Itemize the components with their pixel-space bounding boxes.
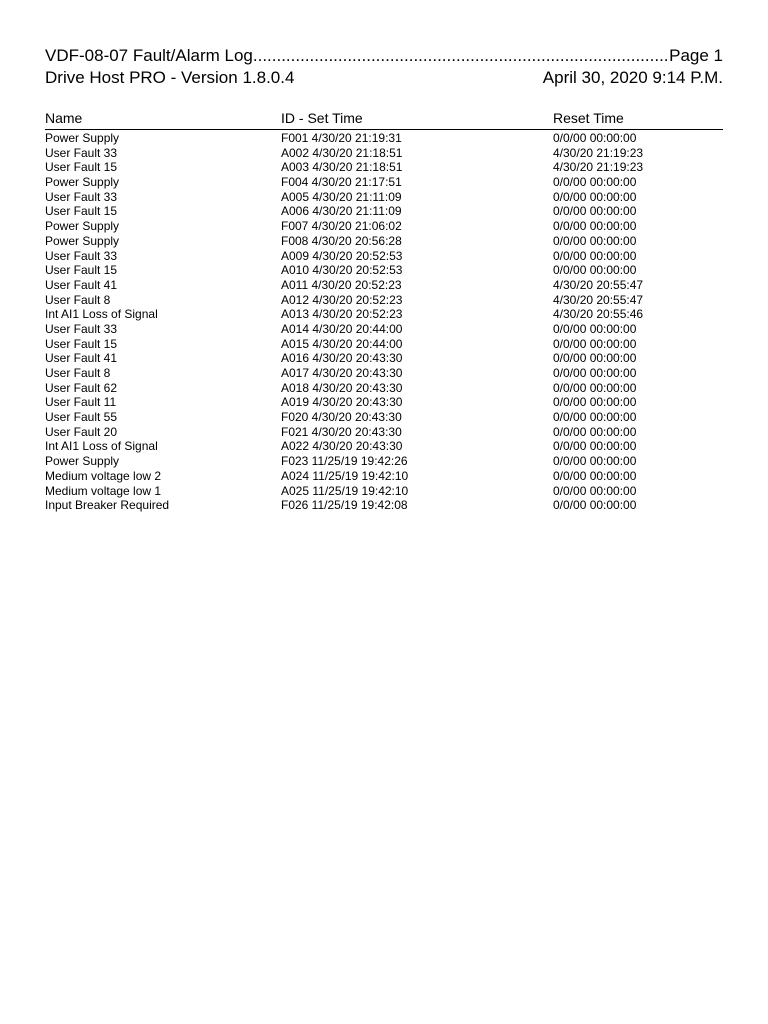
cell-name: User Fault 11 — [45, 395, 117, 410]
cell-name: Power Supply — [45, 233, 120, 248]
cell-id-set-time: F001 4/30/20 21:19:31 — [281, 131, 402, 145]
cell-id-set-time: A015 4/30/20 20:44:00 — [281, 336, 403, 351]
table-row — [45, 395, 723, 410]
cell-name: Medium voltage low 1 — [45, 483, 162, 498]
cell-reset-time: 0/0/00 00:00:00 — [553, 468, 637, 483]
cell-name: User Fault 15 — [45, 160, 118, 175]
cell-id-set-time: F020 4/30/20 20:43:30 — [281, 410, 402, 425]
column-header-name: Name — [45, 110, 83, 126]
cell-reset-time: 0/0/00 00:00:00 — [553, 380, 637, 395]
cell-name: User Fault 33 — [45, 145, 118, 160]
cell-name: Power Supply — [45, 219, 120, 234]
cell-id-set-time: F021 4/30/20 20:43:30 — [281, 424, 402, 439]
table-row — [45, 322, 723, 337]
cell-id-set-time: A025 11/25/19 19:42:10 — [281, 483, 409, 498]
table-row — [45, 190, 723, 205]
table-row — [45, 454, 723, 469]
cell-reset-time: 0/0/00 00:00:00 — [553, 321, 637, 336]
cell-name: User Fault 20 — [45, 424, 118, 439]
table-row — [45, 219, 723, 234]
cell-id-set-time: A012 4/30/20 20:52:23 — [281, 292, 403, 307]
cell-name: Power Supply — [45, 131, 120, 145]
table-row — [45, 381, 723, 396]
cell-reset-time: 4/30/20 20:55:47 — [553, 292, 644, 307]
cell-reset-time: 4/30/20 20:55:47 — [553, 277, 644, 292]
cell-name: User Fault 15 — [45, 204, 118, 219]
cell-id-set-time: F023 11/25/19 19:42:26 — [281, 454, 408, 469]
cell-id-set-time: A002 4/30/20 21:18:51 — [281, 145, 403, 160]
table-row — [45, 175, 723, 190]
column-header-reset-time: Reset Time — [553, 110, 624, 126]
cell-reset-time: 0/0/00 00:00:00 — [553, 189, 637, 204]
table-row — [45, 469, 723, 484]
leader-dots — [253, 45, 669, 67]
cell-id-set-time: A018 4/30/20 20:43:30 — [281, 380, 403, 395]
cell-id-set-time: A014 4/30/20 20:44:00 — [281, 321, 403, 336]
report-date: April 30, 2020 9:14 P.M. — [542, 68, 723, 87]
cell-reset-time: 0/0/00 00:00:00 — [553, 395, 637, 410]
cell-id-set-time: A013 4/30/20 20:52:23 — [281, 307, 403, 322]
table-row — [45, 498, 723, 513]
cell-name: Input Breaker Required — [45, 498, 170, 513]
cell-name: User Fault 15 — [45, 336, 118, 351]
table-header — [45, 109, 723, 130]
column-header-id-set-time: ID - Set Time — [281, 110, 363, 126]
report-title-line — [45, 45, 723, 67]
cell-id-set-time: F004 4/30/20 21:17:51 — [281, 175, 402, 190]
cell-reset-time: 0/0/00 00:00:00 — [553, 424, 637, 439]
table-row — [45, 351, 723, 366]
table-row — [45, 337, 723, 352]
table-row — [45, 293, 723, 308]
cell-reset-time: 0/0/00 00:00:00 — [553, 351, 637, 366]
cell-name: User Fault 55 — [45, 410, 118, 425]
cell-reset-time: 0/0/00 00:00:00 — [553, 439, 637, 454]
table-row — [45, 131, 723, 146]
cell-id-set-time: F008 4/30/20 20:56:28 — [281, 233, 402, 248]
cell-name: User Fault 8 — [45, 292, 111, 307]
cell-name: Int AI1 Loss of Signal — [45, 439, 158, 454]
cell-reset-time: 0/0/00 00:00:00 — [553, 336, 637, 351]
cell-id-set-time: A024 11/25/19 19:42:10 — [281, 468, 409, 483]
page-number: Page 1 — [669, 46, 723, 65]
cell-id-set-time: A010 4/30/20 20:52:53 — [281, 263, 403, 278]
cell-id-set-time: A003 4/30/20 21:18:51 — [281, 160, 403, 175]
cell-name: User Fault 8 — [45, 366, 111, 380]
table-row — [45, 249, 723, 264]
cell-id-set-time: A005 4/30/20 21:11:09 — [281, 189, 402, 204]
table-row — [45, 307, 723, 322]
table-row — [45, 439, 723, 454]
table-row — [45, 366, 723, 381]
cell-name: Int AI1 Loss of Signal — [45, 307, 158, 322]
cell-name: User Fault 62 — [45, 380, 118, 395]
cell-reset-time: 0/0/00 00:00:00 — [553, 248, 637, 263]
cell-id-set-time: F007 4/30/20 21:06:02 — [281, 219, 402, 234]
table-row — [45, 425, 723, 440]
cell-reset-time: 4/30/20 21:19:23 — [553, 160, 644, 175]
cell-reset-time: 4/30/20 21:19:23 — [553, 145, 644, 160]
table-row — [45, 278, 723, 293]
table-row — [45, 234, 723, 249]
cell-reset-time: 0/0/00 00:00:00 — [553, 498, 637, 513]
cell-name: Power Supply — [45, 175, 120, 190]
cell-id-set-time: F026 11/25/19 19:42:08 — [281, 498, 408, 513]
cell-id-set-time: A016 4/30/20 20:43:30 — [281, 351, 403, 366]
cell-name: User Fault 33 — [45, 189, 118, 204]
table-row — [45, 410, 723, 425]
report-subtitle-line — [45, 67, 723, 89]
cell-name: User Fault 33 — [45, 321, 118, 336]
cell-id-set-time: A019 4/30/20 20:43:30 — [281, 395, 403, 410]
cell-reset-time: 4/30/20 20:55:46 — [553, 307, 644, 322]
report-page — [45, 45, 723, 513]
cell-name: User Fault 41 — [45, 351, 118, 366]
cell-reset-time: 0/0/00 00:00:00 — [553, 410, 637, 425]
cell-id-set-time: A011 4/30/20 20:52:23 — [281, 277, 402, 292]
cell-id-set-time: A009 4/30/20 20:52:53 — [281, 248, 403, 263]
table-row — [45, 160, 723, 175]
cell-id-set-time: A017 4/30/20 20:43:30 — [281, 366, 403, 380]
report-title: VDF-08-07 Fault/Alarm Log — [45, 46, 253, 65]
cell-reset-time: 0/0/00 00:00:00 — [553, 219, 637, 234]
cell-reset-time: 0/0/00 00:00:00 — [553, 175, 637, 190]
software-version: Drive Host PRO - Version 1.8.0.4 — [45, 68, 295, 87]
cell-reset-time: 0/0/00 00:00:00 — [553, 483, 637, 498]
table-body — [45, 131, 723, 513]
table-row — [45, 484, 723, 499]
cell-name: User Fault 33 — [45, 248, 118, 263]
table-row — [45, 204, 723, 219]
cell-name: Power Supply — [45, 454, 120, 469]
cell-name: User Fault 41 — [45, 277, 118, 292]
cell-id-set-time: A006 4/30/20 21:11:09 — [281, 204, 402, 219]
table-row — [45, 146, 723, 161]
table-row — [45, 263, 723, 278]
cell-reset-time: 0/0/00 00:00:00 — [553, 454, 637, 469]
cell-name: User Fault 15 — [45, 263, 118, 278]
cell-reset-time: 0/0/00 00:00:00 — [553, 366, 637, 380]
cell-reset-time: 0/0/00 00:00:00 — [553, 131, 637, 145]
cell-name: Medium voltage low 2 — [45, 468, 162, 483]
cell-id-set-time: A022 4/30/20 20:43:30 — [281, 439, 403, 454]
cell-reset-time: 0/0/00 00:00:00 — [553, 233, 637, 248]
cell-reset-time: 0/0/00 00:00:00 — [553, 263, 637, 278]
cell-reset-time: 0/0/00 00:00:00 — [553, 204, 637, 219]
